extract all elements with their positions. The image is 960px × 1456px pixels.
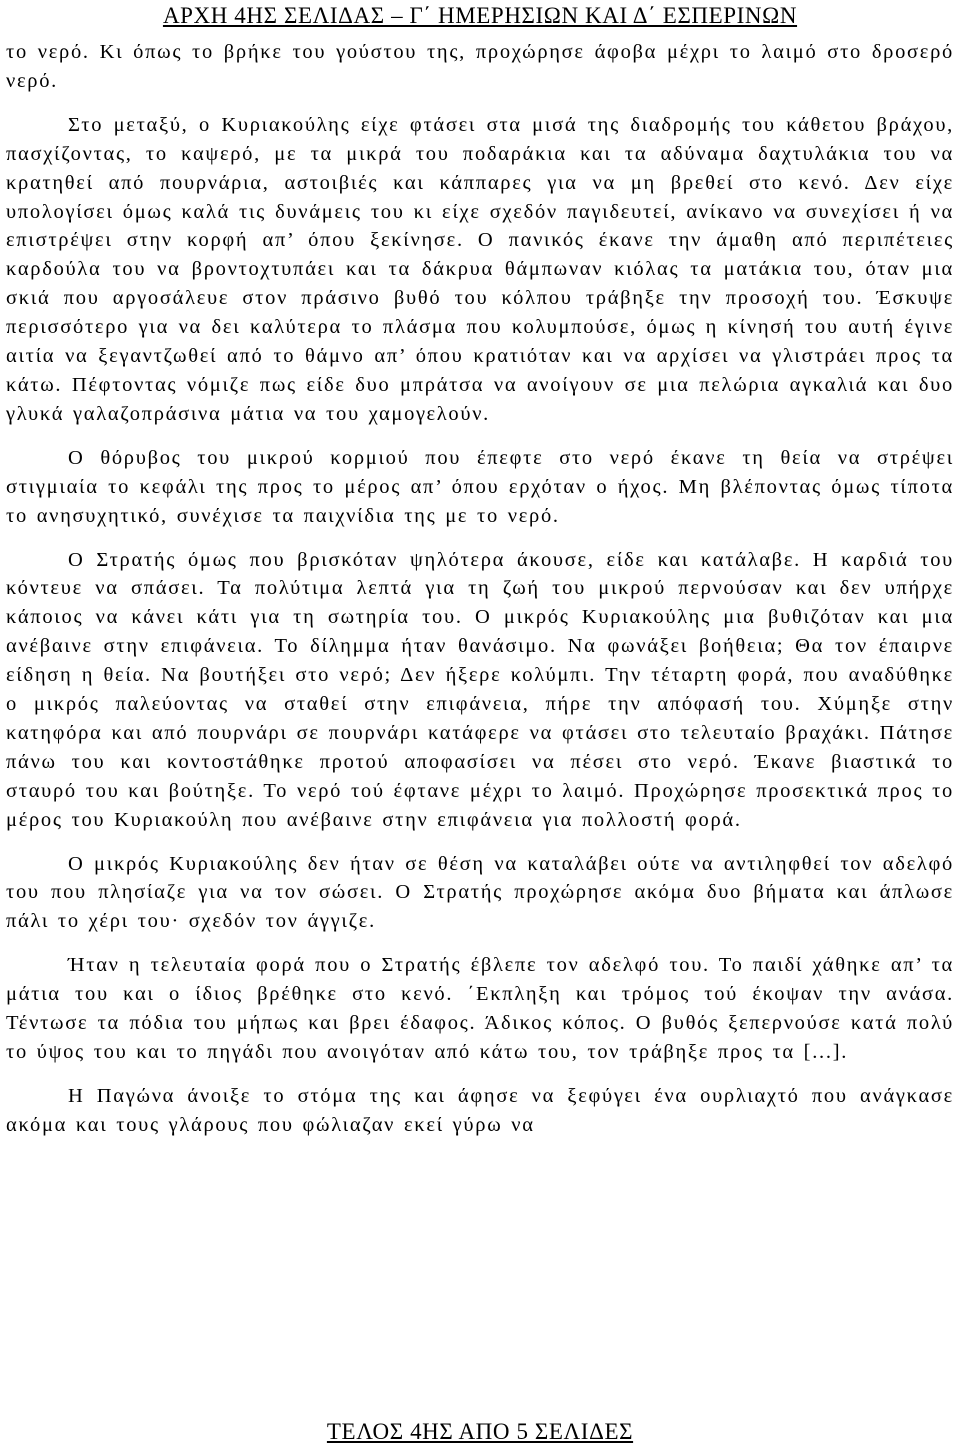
paragraph-2: Στο μεταξύ, ο Κυριακούλης είχε φτάσει στα μισά της διαδρομής του κάθετου βράχου, πασχίζοντας, το καψερό, με τα μικρά του ποδαράκια και τα αδύναμα δαχτυλάκια του να κρατηθεί από πουρνάρια, αστοιβιές και κάππαρες για να μη βρεθεί στο κενό. Δεν είχε υπολογίσει όμως καλά τις δυνάμεις του κι είχε σχεδόν παγιδευτεί, ανίκανο να συνεχίσει ή να επιστρέψει στην κορφή απ’ όπου ξεκίνησε. Ο πανικός έκανε την άμαθη από περιπέτειες καρδούλα του να βροντοχτυπάει και τα δάκρυα θάμπωναν κιόλας τα ματάκια του, όταν μια σκιά που αργοσάλευε στον πράσινο βυθό του κόλπου τράβηξε την προσοχή του. Έσκυψε περισσότερο για να δει καλύτερα το πλάσμα που κολυμπούσε, όμως η κίνησή του αυτή έγινε αιτία να ξεγαντζωθεί από το θάμνο απ’ όπου κρατιόταν και να αρχίσει να γλιστράει προς τα κάτω. Πέφτοντας νόμιζε πως είδε δυο μπράτσα να ανοίγουν σε μια πελώρια αγκαλιά και δυο γλυκά γαλαζοπράσινα μάτια να του χαμογελούν. [6, 113, 954, 425]
paragraph-7: Η Παγώνα άνοιξε το στόμα της και άφησε να ξεφύγει ένα ουρλιαχτό που ανάγκασε ακόμα και τους γλάρους που φώλιαζαν εκεί γύρω να [6, 1084, 954, 1136]
page-footer: ΤΕΛΟΣ 4ΗΣ ΑΠΟ 5 ΣΕΛΙΔΕΣ [326, 1419, 634, 1444]
paragraph-5: Ο μικρός Κυριακούλης δεν ήταν σε θέση να καταλάβει ούτε να αντιληφθεί τον αδελφό του που πλησίαζε για να τον σώσει. Ο Στρατής προχώρησε ακόμα δυο βήματα και άπλωσε πάλι το χέρι του· σχεδόν τον άγγιζε. [6, 852, 954, 933]
paragraph-1: το νερό. Κι όπως το βρήκε του γούστου της, προχώρησε άφοβα μέχρι το λαιμό στο δροσερό νερό. [6, 41, 954, 92]
paragraph-3: Ο θόρυβος του μικρού κορμιού που έπεφτε στο νερό έκανε τη θεία να στρέψει στιγμιαία το κεφάλι της προς το μέρος απ’ όπου ερχόταν ο ήχος. Μη βλέποντας όμως τίποτα το ανησυχητικό, συνέχισε τα παιχνίδια της με το νερό. [6, 446, 954, 527]
document-body [6, 38, 954, 1140]
page-header: ΑΡΧΗ 4ΗΣ ΣΕΛΙΔΑΣ – Γ΄ ΗΜΕΡΗΣΙΩΝ ΚΑΙ Δ΄ ΕΣΠΕΡΙΝΩΝ [162, 3, 798, 28]
paragraph-6: Ήταν η τελευταία φορά που ο Στρατής έβλεπε τον αδελφό του. Το παιδί χάθηκε απ’ τα μάτια του και ο ίδιος βρέθηκε στο κενό. ΄Εκπληξη και τρόμος τού έκοψαν την ανάσα. Τέντωσε τα πόδια του μήπως και βρει έδαφος. Άδικος κόπος. Ο βυθός ξεπερνούσε κατά πολύ το ύψος του και το πηγάδι που ανοιγόταν από κάτω του, τον τράβηξε προς τα [...]. [6, 954, 954, 1063]
paragraph-4: Ο Στρατής όμως που βρισκόταν ψηλότερα άκουσε, είδε και κατάλαβε. Η καρδιά του κόντευε να σπάσει. Τα πολύτιμα λεπτά για τη ζωή του μικρού περνούσαν και δεν υπήρχε κάποιος να κάνει κάτι για τη σωτηρία του. Ο μικρός Κυριακούλης μια βυθιζόταν και μια ανέβαινε στην επιφάνεια. Το δίλημμα ήταν θανάσιμο. Να φωνάξει βοήθεια; Θα τον έπαιρνε είδηση η θεία. Να βουτήξει στο νερό; Δεν ήξερε κολύμπι. Την τέταρτη φορά, που αναδύθηκε ο μικρός παλεύοντας να σταθεί στην επιφάνεια, πήρε την απόφασή του. Χύμηξε στην κατηφόρα και από πουρνάρι σε πουρνάρι κατάφερε να φτάσει στο τελευταίο βραχάκι. Πάτησε πάνω του και κοντοστάθηκε προτού αποφασίσει να πέσει στο νερό. Έκανε βιαστικά το σταυρό του και βούτηξε. Το νερό τού έφτανε μέχρι το λαιμό. Προχώρησε προσεκτικά προς το μέρος του Κυριακούλη που ανέβαινε στην επιφάνεια για πολλοστή φορά. [6, 548, 954, 831]
